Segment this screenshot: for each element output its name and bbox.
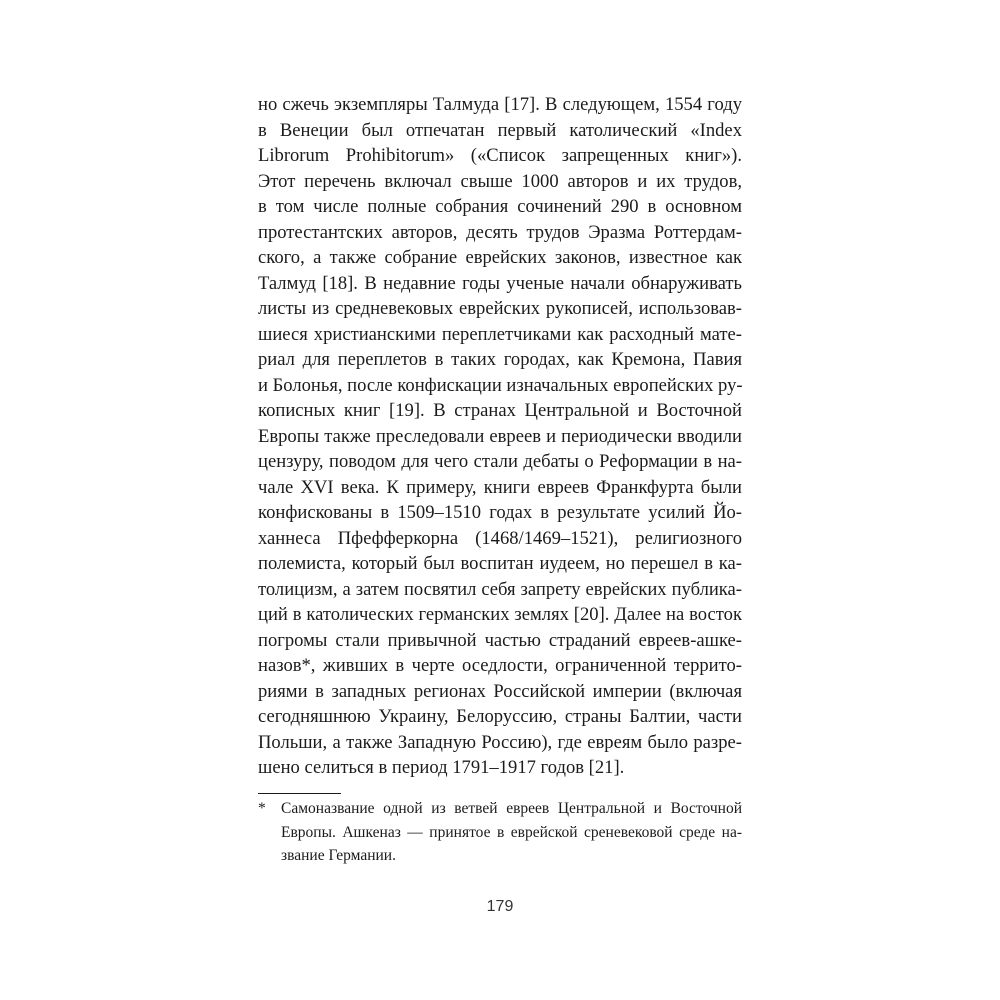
body-line: и Болонья, после конфискации изначальных европейских ру-	[258, 374, 743, 396]
page-number: 179	[486, 898, 514, 915]
body-line: конфискованы в 1509–1510 годах в результате усилий Йо-	[258, 502, 742, 523]
body-line: Этот перечень включал свыше 1000 авторов и их трудов,	[258, 170, 742, 192]
body-line: протестантских авторов, десять трудов Эразма Роттердам-	[258, 221, 742, 243]
body-line: Польши, а также Западную Россию), где евреям было разре-	[258, 731, 742, 753]
body-line: кописных книг [19]. В странах Центральной и Восточной	[258, 400, 742, 421]
body-line: Талмуд [18]. В недавние годы ученые начали обнаруживать	[258, 272, 742, 294]
footnote-divider	[258, 793, 341, 794]
body-line: сегодняшнюю Украину, Белоруссию, страны Балтии, части	[258, 706, 742, 727]
footnote-marker: *	[258, 800, 266, 817]
body-line: в том числе полные собрания сочинений 290 в основном	[258, 196, 742, 217]
footnote-line: звание Германии.	[281, 847, 396, 864]
footnote-line: Самоназвание одной из ветвей евреев Центральной и Восточной	[281, 800, 742, 817]
body-line: чале XVI века. К примеру, книги евреев Франкфурта были	[258, 476, 742, 498]
body-line: шиеся христианскими переплетчиками как расходный мате-	[258, 323, 742, 345]
body-line: полемиста, который был воспитан иудеем, но перешел в ка-	[258, 553, 742, 574]
footnote-text	[281, 797, 742, 868]
body-line: толицизм, а затем посвятил себя запрету еврейских публика-	[258, 578, 742, 600]
body-line: погромы стали привычной частью страданий евреев-ашке-	[258, 629, 742, 651]
footnote	[258, 797, 742, 868]
body-line: ского, а также собрание еврейских законов, известное как	[258, 247, 742, 268]
body-line: ханнеса Пфефферкорна (1468/1469–1521), религиозного	[258, 527, 742, 549]
body-line: назов*, живших в черте оседлости, ограниченной террито-	[258, 655, 742, 676]
body-line: риал для переплетов в таких городах, как Кремона, Павия	[258, 349, 742, 370]
body-line: шено селиться в период 1791–1917 годов [21].	[258, 757, 625, 778]
body-line: в Венеции был отпечатан первый католический «Index	[258, 119, 742, 141]
body-line: риями в западных регионах Российской империи (включая	[258, 680, 742, 702]
footnote-line: Европы. Ашкеназ — принятое в еврейской среневековой среде на-	[281, 823, 742, 841]
body-line: Европы также преследовали евреев и периодически вводили	[258, 425, 742, 447]
body-line: ций в католических германских землях [20]. Далее на восток	[258, 604, 742, 625]
body-line: листы из средневековых еврейских рукописей, использовав-	[258, 298, 742, 319]
body-line: цензуру, поводом для чего стали дебаты о Реформации в на-	[258, 451, 742, 472]
body-line: Librorum Prohibitorum» («Список запрещенных книг»).	[258, 145, 742, 166]
body-text	[258, 92, 742, 781]
body-line: но сжечь экземпляры Талмуда [17]. В следующем, 1554 году	[258, 94, 742, 115]
